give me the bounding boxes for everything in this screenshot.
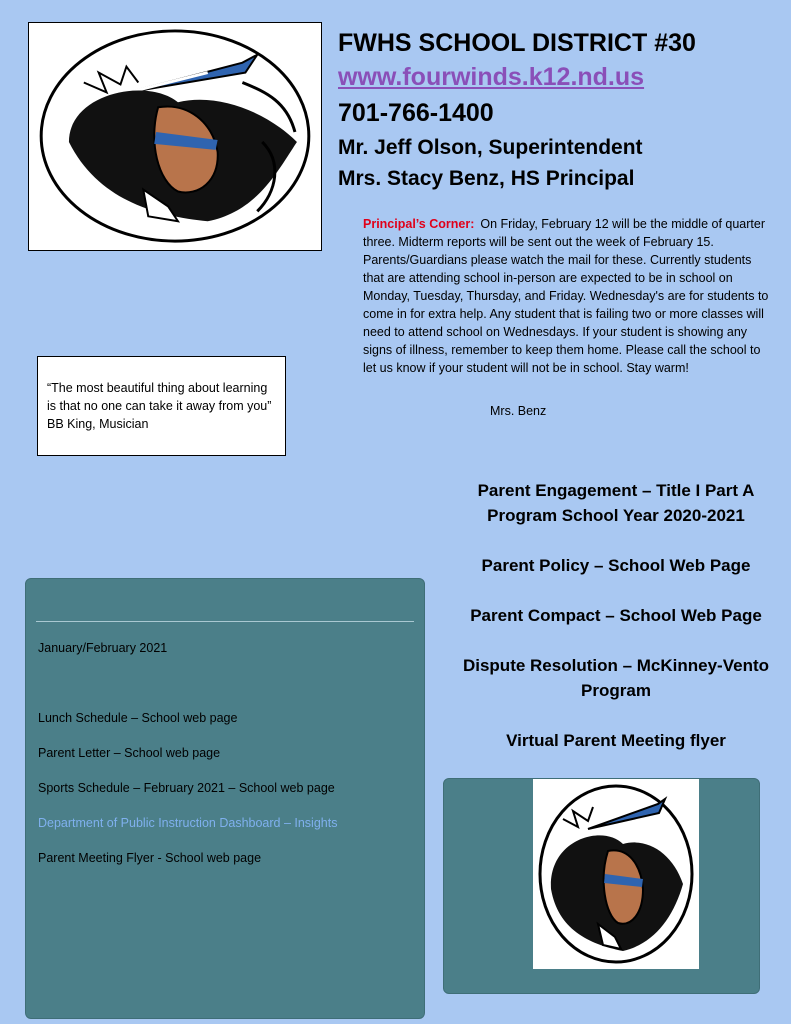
district-header <box>338 26 778 194</box>
sidebar-link-dpi-dashboard[interactable]: Department of Public Instruction Dashboard – Insights <box>38 816 338 830</box>
resource-dispute-resolution[interactable]: Dispute Resolution – McKinney-Vento Program <box>462 656 770 700</box>
principal-corner-label: Principal’s Corner: <box>363 217 475 231</box>
website-link[interactable]: www.fourwinds.k12.nd.us <box>338 63 645 91</box>
sidebar-link-meeting-flyer[interactable]: Parent Meeting Flyer - School web page <box>38 851 262 865</box>
sidebar-link-lunch[interactable]: Lunch Schedule – School web page <box>38 711 238 725</box>
district-title: FWHS SCHOOL DISTRICT #30 <box>338 29 696 57</box>
sidebar-divider <box>36 621 414 622</box>
school-logo-small <box>533 779 699 969</box>
principal-signature: Mrs. Benz <box>490 404 547 418</box>
logo-icon-small <box>533 779 699 969</box>
principal-corner-body: On Friday, February 12 will be the middle of quarter three. Midterm reports will be sent out the week of February 15. Parents/Guardians please watch the mail for these. Currently students that are attending school in-person are expected to be in school on Monday, Tuesday, Thursday, and Friday. Wednesday's are for students to come in for extra help. Any student that is failing two or more classes will need to attend school on Wednesdays. If your student is showing any signs of illness, remember to keep them home. Please call the school to let us know if your student will not be in school. Stay warm! <box>363 217 769 375</box>
sidebar-link-parent-letter[interactable]: Parent Letter – School web page <box>38 746 221 760</box>
logo-icon <box>29 23 321 250</box>
superintendent-name: Mr. Jeff Olson, Superintendent <box>338 136 643 159</box>
resource-parent-policy[interactable]: Parent Policy – School Web Page <box>481 556 751 575</box>
resource-virtual-meeting[interactable]: Virtual Parent Meeting flyer <box>506 731 726 750</box>
sidebar-date: January/February 2021 <box>38 641 168 655</box>
school-logo <box>28 22 322 251</box>
principal-name: Mrs. Stacy Benz, HS Principal <box>338 167 635 190</box>
quote-text: “The most beautiful thing about learning is that no one can take it away from you” BB King, Musician <box>47 381 272 431</box>
phone-number: 701-766-1400 <box>338 99 494 127</box>
quote-box <box>37 356 286 456</box>
sidebar-panel <box>25 578 425 1019</box>
sidebar-link-sports[interactable]: Sports Schedule – February 2021 – School web page <box>38 781 335 795</box>
resource-parent-compact[interactable]: Parent Compact – School Web Page <box>470 606 762 625</box>
resource-title-i[interactable]: Parent Engagement – Title I Part A Program School Year 2020-2021 <box>477 481 755 525</box>
resources-list <box>444 478 788 778</box>
principal-corner <box>363 215 773 377</box>
